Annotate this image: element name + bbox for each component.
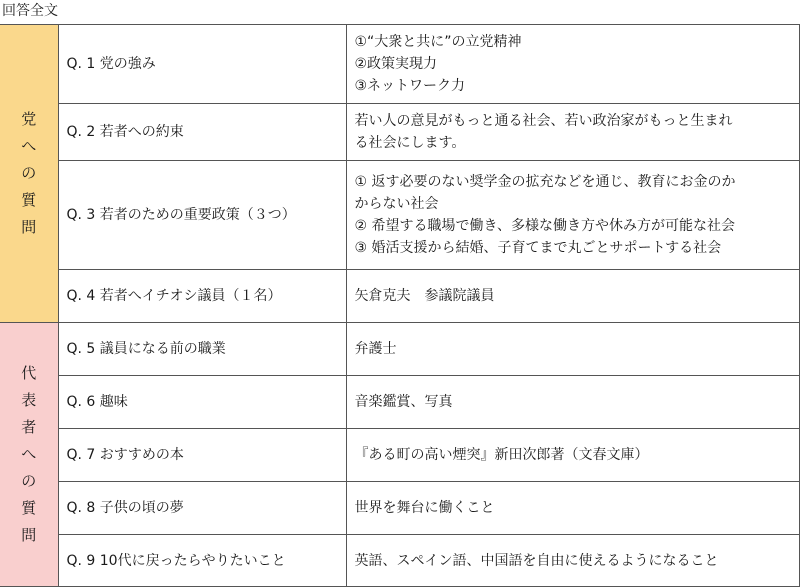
answer-line: ③ネットワーク力 xyxy=(354,78,466,94)
category-char: 代 xyxy=(21,364,37,382)
category-char: 問 xyxy=(21,526,37,544)
answer-line: 弁護士 xyxy=(354,341,397,357)
answer-line: ② 希望する職場で働き、多様な働き方や休み方が可能な社会 xyxy=(354,218,735,234)
answer-line: 音楽鑑賞、写真 xyxy=(354,394,453,410)
answer-line: ①“大衆と共に”の立党精神 xyxy=(354,34,522,50)
answer-line: ③ 婚活支援から結婚、子育てまで丸ごとサポートする社会 xyxy=(354,240,722,256)
answer-line: ① 返す必要のない奨学金の拡充などを通じ、教育にお金のか xyxy=(354,174,736,190)
table-row xyxy=(0,429,799,482)
table-row xyxy=(0,270,799,323)
answer-cell xyxy=(346,482,799,535)
question-cell: Q. 9 10代に戻ったらやりたいこと xyxy=(58,535,346,587)
category-char: へ xyxy=(21,445,37,463)
page-title: 回答全文 xyxy=(2,3,58,19)
answer-cell xyxy=(346,323,799,376)
table-row xyxy=(0,482,799,535)
answer-line: 英語、スペイン語、中国語を自由に使えるようになること xyxy=(354,552,719,569)
category-char: 党 xyxy=(21,110,37,128)
table-row xyxy=(0,535,799,587)
answer-cell xyxy=(346,429,799,482)
category-representative-questions xyxy=(0,323,58,587)
category-char: 問 xyxy=(21,218,37,236)
answer-cell xyxy=(346,535,799,587)
category-char: へ xyxy=(21,137,37,155)
question-cell: Q. 8 子供の頃の夢 xyxy=(58,482,346,535)
answer-cell xyxy=(346,270,799,323)
category-char: 質 xyxy=(21,191,37,209)
question-cell: Q. 1 党の強み xyxy=(58,25,346,104)
answer-line: る社会にします。 xyxy=(354,135,466,151)
question-cell: Q. 4 若者へイチオシ議員（１名） xyxy=(58,270,346,323)
category-char: 質 xyxy=(21,499,37,517)
table-row xyxy=(0,25,799,104)
answer-line: 若い人の意見がもっと通る社会、若い政治家がもっと生まれ xyxy=(354,113,733,129)
category-char: 者 xyxy=(21,418,37,436)
category-party-questions xyxy=(0,25,58,323)
answer-line: ②政策実現力 xyxy=(354,56,438,72)
question-cell: Q. 7 おすすめの本 xyxy=(58,429,346,482)
question-cell: Q. 5 議員になる前の職業 xyxy=(58,323,346,376)
answer-cell xyxy=(346,25,799,104)
qa-table xyxy=(0,24,800,587)
answer-cell xyxy=(346,161,799,270)
category-char: 表 xyxy=(21,391,37,409)
table-row xyxy=(0,104,799,161)
table-row xyxy=(0,323,799,376)
answer-line: 『ある町の高い煙突』新田次郎著（文春文庫） xyxy=(354,447,649,463)
answer-line: 世界を舞台に働くこと xyxy=(354,500,495,516)
answer-cell xyxy=(346,376,799,429)
table-row xyxy=(0,376,799,429)
question-cell: Q. 6 趣味 xyxy=(58,376,346,429)
question-cell: Q. 3 若者のための重要政策（３つ） xyxy=(58,161,346,270)
table-row xyxy=(0,161,799,270)
answer-cell xyxy=(346,104,799,161)
question-cell: Q. 2 若者への約束 xyxy=(58,104,346,161)
answer-line: 矢倉克夫 参議院議員 xyxy=(354,288,495,304)
category-char: の xyxy=(21,472,37,490)
answer-line: からない社会 xyxy=(354,196,439,212)
category-char: の xyxy=(21,164,37,182)
